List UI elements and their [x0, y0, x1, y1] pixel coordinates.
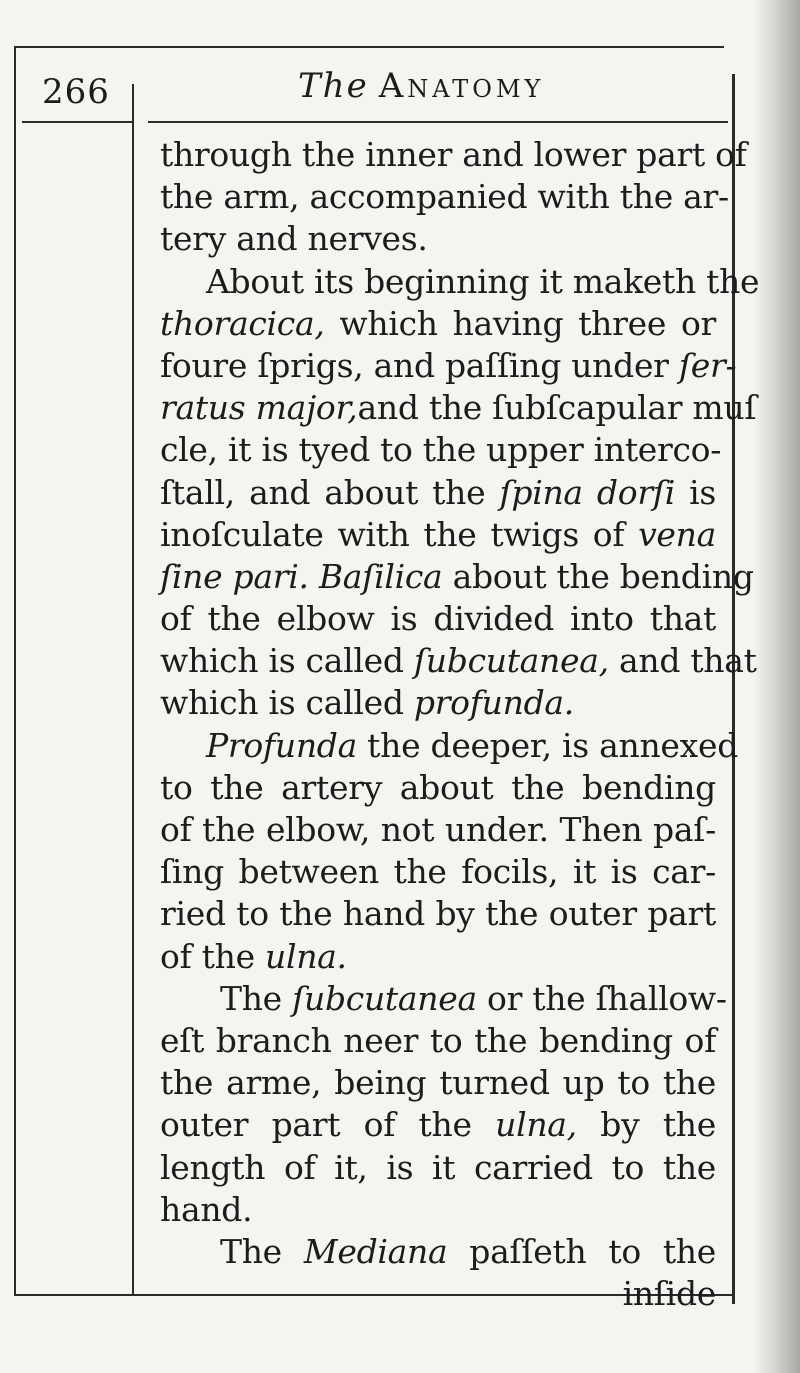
text-line: [160, 1231, 716, 1273]
text-run: of the elbow, not under. Then paſ-: [160, 810, 716, 849]
text-line: [160, 936, 716, 978]
italic-term: ſpina dorſi: [499, 472, 675, 512]
text-line: [160, 640, 757, 682]
running-head: [298, 66, 544, 106]
text-line: [160, 1147, 716, 1189]
text-run: the arm, accompanied with the ar-: [160, 177, 729, 217]
header-rule-right: [148, 121, 728, 123]
text-line: [160, 1062, 716, 1104]
text-run: is: [674, 472, 716, 512]
text-line: [160, 514, 716, 556]
italic-term: Profunda: [206, 725, 357, 765]
text-run: The: [220, 978, 293, 1018]
top-rule: [14, 46, 724, 48]
text-run: paſſeth to the: [447, 1231, 716, 1271]
text-line: [160, 556, 754, 598]
text-line: [160, 134, 747, 176]
text-run: inſide: [622, 1274, 716, 1314]
text-run: or the ſhallow-: [476, 978, 727, 1018]
page-number: 266: [42, 72, 110, 112]
text-line: [160, 1189, 716, 1231]
header-rule-left: [22, 121, 132, 123]
page-gutter-shadow: [754, 0, 800, 1373]
text-run: About its beginning it maketh the: [206, 261, 760, 301]
text-run: the deeper, is annexed: [356, 725, 739, 765]
text-run: eſt branch neer to the bending of: [160, 1020, 716, 1060]
text-run: of the: [160, 936, 266, 976]
text-line: [160, 725, 739, 767]
italic-term: thoracica,: [160, 303, 325, 343]
text-line: [160, 303, 716, 345]
text-run: and the ſubſcapular muſ: [357, 388, 757, 428]
text-run: which having three or: [324, 303, 716, 343]
text-run: about the bending: [442, 556, 754, 596]
column-rule: [132, 84, 134, 1296]
text-line: [160, 345, 737, 387]
text-run: ried to the hand by the outer part: [160, 894, 716, 934]
text-line: [160, 809, 716, 851]
text-line: [160, 1273, 716, 1315]
italic-term: ratus major,: [160, 388, 358, 428]
text-line: [160, 978, 727, 1020]
text-run: through the inner and lower part of: [160, 135, 747, 174]
text-run: to the artery about the bending: [160, 767, 716, 807]
text-run: which is called: [160, 641, 414, 681]
text-line: [160, 767, 716, 809]
running-head-title: Anatomy: [378, 66, 545, 106]
text-line: [160, 1104, 716, 1146]
text-run: hand.: [160, 1189, 253, 1229]
text-run: ſing between the focils, it is car-: [160, 852, 716, 892]
text-line: [160, 682, 716, 724]
text-line: [160, 218, 716, 260]
italic-term: Mediana: [303, 1231, 448, 1271]
text-run: tery and nerves.: [160, 219, 428, 259]
italic-term: ulna.: [265, 936, 347, 976]
text-line: [160, 387, 757, 429]
italic-term: vena: [638, 514, 716, 554]
text-run: the arme, being turned up to the: [160, 1063, 716, 1103]
text-run: of the elbow is divided into that: [160, 599, 716, 639]
italic-term: ulna,: [495, 1105, 577, 1145]
text-run: cle, it is tyed to the upper interco-: [160, 430, 722, 470]
text-run: foure ſprigs, and paſſing under: [160, 345, 679, 385]
text-run: and that: [608, 641, 757, 681]
text-run: by the: [576, 1105, 716, 1145]
italic-term: ſine pari. Baſilica: [160, 556, 443, 596]
text-line: [160, 472, 716, 514]
text-line: [160, 176, 729, 218]
running-head-article: The: [298, 66, 369, 106]
text-line: [160, 261, 760, 303]
italic-term: ſer-: [678, 345, 737, 385]
left-rule: [14, 46, 16, 1296]
italic-term: profunda.: [413, 683, 574, 723]
text-run: inoſculate with the twigs of: [160, 514, 639, 554]
italic-term: ſubcutanea: [292, 978, 477, 1018]
text-run: The: [220, 1231, 304, 1271]
right-rule: [732, 74, 735, 1304]
body-text: [160, 134, 760, 1315]
text-run: which is called: [160, 683, 414, 723]
text-line: [160, 429, 722, 471]
text-line: [160, 1020, 716, 1062]
text-run: length of it, is it carried to the: [160, 1147, 716, 1187]
text-run: outer part of the: [160, 1105, 496, 1145]
text-run: ſtall, and about the: [160, 472, 500, 512]
text-line: [160, 893, 716, 935]
text-line: [160, 598, 716, 640]
page-header: [0, 60, 740, 110]
text-line: [160, 851, 716, 893]
italic-term: ſubcutanea,: [413, 641, 609, 681]
